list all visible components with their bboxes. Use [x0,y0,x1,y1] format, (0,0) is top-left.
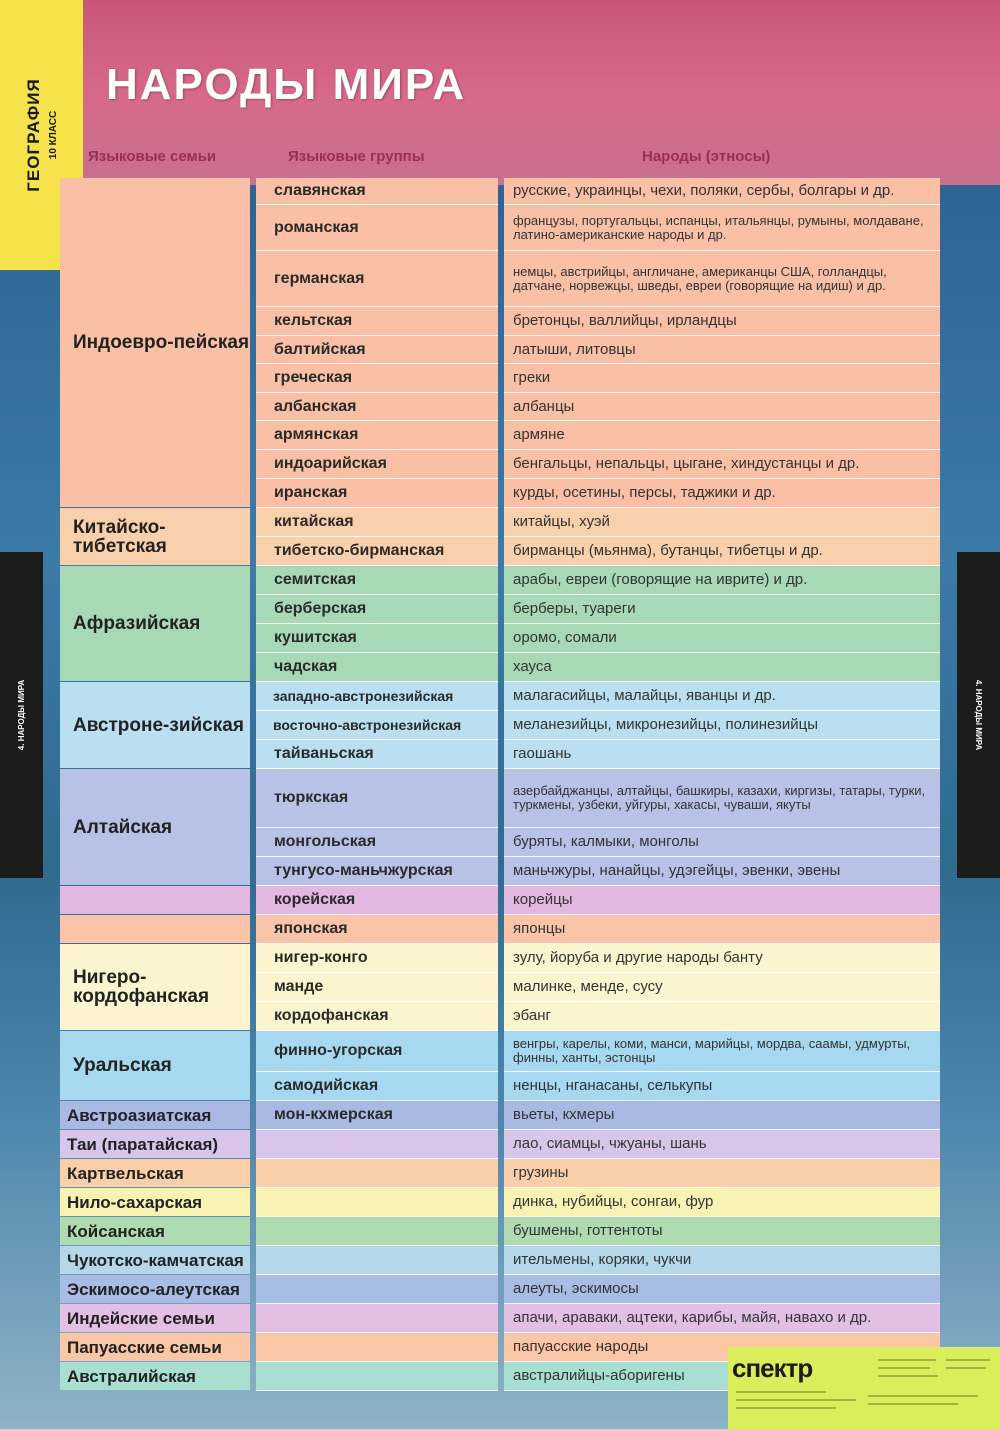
peoples-text: вьеты, кхмеры [513,1106,615,1123]
group-cell [256,1031,498,1072]
family-cell [60,915,250,943]
group-cell [256,1130,498,1159]
group-name: албанская [274,397,357,415]
group-cell [256,1217,498,1246]
group-name: тунгусо-маньчжурская [274,862,453,879]
peoples-cell [504,421,940,450]
group-cell [256,1072,498,1101]
family-name: Австроне-зийская [73,714,244,736]
family-cell [60,769,250,885]
family-name: Таи (паратайская) [67,1134,219,1154]
peoples-text: албанцы [513,397,575,415]
group-cell [256,1101,498,1130]
group-name: тибетско-бирманская [274,542,445,559]
group-cell [256,1362,498,1391]
group-cell [256,682,498,711]
peoples-text: корейцы [513,891,573,908]
peoples-cell [504,1130,940,1159]
peoples-text: динка, нубийцы, сонгаи, фур [513,1193,714,1210]
page-title: НАРОДЫ МИРА [106,60,467,109]
group-cell [256,1188,498,1217]
peoples-text: армяне [513,426,565,443]
group-name: монгольская [274,833,377,850]
peoples-text: венгры, карелы, коми, манси, марийцы, мордва, саамы, удмурты, финны, ханты, эстонцы [513,1036,911,1065]
family-cell [60,1304,250,1332]
group-cell [256,479,498,508]
peoples-cell [504,1275,940,1304]
side-label-left [0,552,43,878]
group-cell [256,769,498,828]
group-cell [256,1246,498,1275]
family-name: Чукотско-камчатская [67,1250,244,1270]
group-name: западно-австронезийская [273,688,454,704]
group-name: германская [274,269,365,287]
family-name: Индейские семьи [67,1308,215,1328]
group-cell [256,886,498,915]
peoples-text: малагасийцы, малайцы, яванцы и др. [513,687,776,704]
peoples-text: французы, португальцы, испанцы, итальянцы, румыны, молдаване, латино-американские народы и др. [513,212,924,242]
family-cell [60,1101,250,1129]
family-cell [60,1188,250,1216]
peoples-cell [504,566,940,595]
peoples-cell [504,1246,940,1275]
family-name: Эскимосо-алеутская [67,1279,240,1299]
peoples-text: лао, сиамцы, чжуаны, шань [513,1135,707,1152]
group-cell [256,336,498,364]
family-cell [60,1031,250,1100]
peoples-cell [504,450,940,479]
peoples-cell [504,1188,940,1217]
group-cell [256,1333,498,1362]
family-cell [60,1130,250,1158]
group-name: самодийская [274,1077,379,1094]
peoples-cell [504,178,940,205]
peoples-cell [504,857,940,886]
peoples-cell [504,769,940,828]
peoples-text: азербайджанцы, алтайцы, башкиры, казахи, киргизы, татары, турки, туркмены, узбеки, уйгуры, хакасы, чуваши, якуты [513,783,926,812]
peoples-cell [504,537,940,566]
group-cell [256,624,498,653]
family-name: Койсанская [67,1221,165,1241]
family-name: Австроазиатская [67,1105,212,1125]
peoples-text: хауса [513,658,552,675]
family-cell [60,1275,250,1303]
peoples-text: русские, украинцы, чехи, поляки, сербы, болгары и др. [513,182,895,199]
grade-label: 10 КЛАСС [48,110,59,160]
header-peoples: Народы (этносы) [642,148,771,165]
group-name: японская [274,920,348,937]
group-cell [256,178,498,205]
subject-label: ГЕОГРАФИЯ [24,78,43,192]
group-name: индоарийская [274,455,387,472]
family-cell [60,886,250,914]
group-name: кушитская [274,629,357,646]
group-name: славянская [274,182,366,199]
header-groups: Языковые группы [288,148,425,165]
peoples-cell [504,624,940,653]
publisher-logo [728,1347,1000,1429]
group-cell [256,450,498,479]
peoples-cell [504,205,940,251]
group-cell [256,364,498,393]
group-cell [256,1159,498,1188]
family-name: Афразийская [73,613,201,634]
group-name: манде [274,978,324,995]
peoples-text: оромо, сомали [513,629,617,646]
family-cell [60,682,250,768]
family-name: Нило-сахарская [67,1192,203,1212]
peoples-text: маньчжуры, нанайцы, удэгейцы, эвенки, эвены [513,862,841,879]
peoples-cell [504,886,940,915]
group-name: кордофанская [274,1007,389,1024]
peoples-text: бирманцы (мьянма), бутанцы, тибетцы и др. [513,542,823,559]
peoples-cell [504,1304,940,1333]
peoples-text: бенгальцы, непальцы, цыгане, хиндустанцы и др. [513,455,860,472]
group-cell [256,711,498,740]
peoples-text: малинке, менде, сусу [513,978,663,995]
peoples-cell [504,1217,940,1246]
group-name: армянская [274,426,359,443]
group-cell [256,828,498,857]
peoples-text: апачи, араваки, ацтеки, карибы, майя, навахо и др. [513,1309,872,1326]
peoples-text: берберы, туареги [513,600,636,617]
peoples-text: бретонцы, валлийцы, ирландцы [513,312,737,329]
peoples-cell [504,393,940,421]
family-cell [60,566,250,681]
publisher-name: спектр [732,1353,813,1383]
group-name: китайская [274,513,354,530]
group-name: романская [274,218,359,236]
peoples-text: гаошань [513,745,572,762]
side-label-left-text: 4. НАРОДЫ МИРА [17,679,26,751]
peoples-cell [504,740,940,769]
group-name: иранская [274,484,348,501]
peoples-cell [504,251,940,307]
peoples-cell [504,1031,940,1072]
peoples-cell [504,336,940,364]
family-cell [60,508,250,565]
group-cell [256,537,498,566]
peoples-text: китайцы, хуэй [513,513,610,530]
peoples-cell [504,828,940,857]
side-label-right [957,552,1000,878]
peoples-cell [504,1159,940,1188]
group-name: кельтская [274,312,353,329]
peoples-text: арабы, евреи (говорящие на иврите) и др. [513,571,808,588]
family-cell [60,1217,250,1245]
family-name: Уральская [73,1055,172,1076]
family-name: Нигеро-кордофанская [73,967,210,1007]
group-name: балтийская [274,340,366,358]
group-name: греческая [274,369,353,386]
peoples-text: меланезийцы, микронезийцы, полинезийцы [513,716,819,733]
peoples-cell [504,915,940,944]
peoples-text: японцы [513,920,566,937]
peoples-text: австралийцы-аборигены [513,1367,685,1384]
family-cell [60,178,250,507]
peoples-text: ительмены, коряки, чукчи [513,1251,692,1268]
peoples-cell [504,479,940,508]
peoples-text: ненцы, нганасаны, селькупы [513,1077,713,1094]
family-name: Австралийская [67,1366,196,1386]
peoples-text: курды, осетины, персы, таджики и др. [513,484,776,501]
side-label-right-text: 4. НАРОДЫ МИРА [974,679,983,751]
peoples-text: латыши, литовцы [513,340,636,358]
group-cell [256,421,498,450]
peoples-text: алеуты, эскимосы [513,1280,639,1297]
group-name: семитская [274,571,357,588]
peoples-cell [504,973,940,1002]
peoples-cell [504,711,940,740]
peoples-text: немцы, австрийцы, англичане, американцы США, голландцы, датчане, норвежцы, шведы, евреи (говорящие на идиш) и др. [513,263,887,293]
group-cell [256,740,498,769]
peoples-cell [504,364,940,393]
group-cell [256,508,498,537]
family-cell [60,1362,250,1390]
group-name: финно-угорская [274,1042,403,1059]
group-name: мон-кхмерская [274,1106,393,1123]
header-families: Языковые семьи [88,148,217,165]
group-cell [256,307,498,336]
group-cell [256,944,498,973]
group-cell [256,595,498,624]
family-cell [60,944,250,1030]
peoples-text: буряты, калмыки, монголы [513,833,699,850]
peoples-text: грузины [513,1164,569,1181]
family-name: Китайско-тибетская [73,516,167,557]
group-cell [256,653,498,682]
peoples-cell [504,595,940,624]
family-name: Папуасские семьи [67,1337,222,1357]
group-cell [256,205,498,251]
family-name: Алтайская [73,816,173,838]
peoples-text: папуасские народы [513,1338,649,1355]
group-cell [256,1304,498,1333]
family-cell [60,1246,250,1274]
peoples-cell [504,682,940,711]
group-name: берберская [274,600,367,617]
group-cell [256,1002,498,1031]
peoples-cell [504,1002,940,1031]
family-name: Картвельская [67,1163,184,1183]
group-cell [256,251,498,307]
group-cell [256,393,498,421]
peoples-cell [504,944,940,973]
group-name: корейская [274,891,356,908]
peoples-cell [504,653,940,682]
peoples-text: эбанг [513,1007,551,1024]
group-name: чадская [274,658,338,675]
group-name: восточно-австронезийская [273,717,462,733]
peoples-cell [504,1072,940,1101]
group-name: тайваньская [274,745,374,762]
peoples-cell [504,1101,940,1130]
peoples-cell [504,508,940,537]
family-cell [60,1159,250,1187]
group-cell [256,973,498,1002]
group-cell [256,915,498,944]
peoples-text: зулу, йоруба и другие народы банту [513,949,763,966]
group-cell [256,857,498,886]
peoples-text: греки [513,369,551,386]
family-cell [60,1333,250,1361]
peoples-cell [504,307,940,336]
peoples-text: бушмены, готтентоты [513,1222,663,1239]
group-name: нигер-конго [274,949,368,966]
family-name: Индоевро-пейская [73,332,250,353]
group-cell [256,566,498,595]
group-name: тюркская [274,789,349,806]
group-cell [256,1275,498,1304]
